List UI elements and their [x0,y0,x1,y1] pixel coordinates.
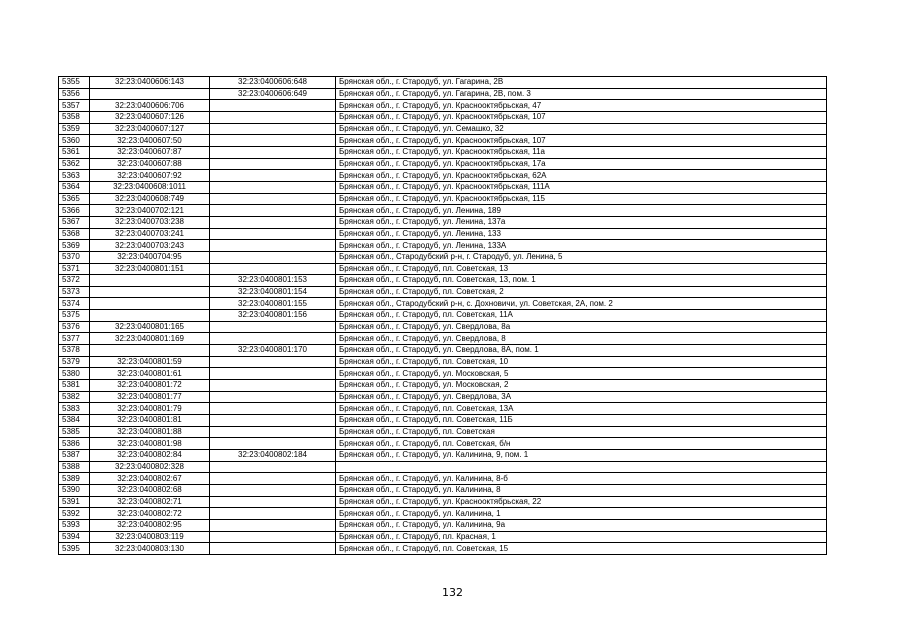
property-registry-table [58,76,827,555]
land-cadastral-number-cell: 32:23:0400608:1011 [90,181,210,193]
land-cadastral-number-cell [90,298,210,310]
table-row [59,368,827,380]
row-number-cell: 5355 [59,77,90,89]
address-cell: Брянская обл., г. Стародуб, ул. Краснооктябрьская, 17а [336,158,827,170]
land-cadastral-number-cell [90,286,210,298]
table-row [59,111,827,123]
object-cadastral-number-cell: 32:23:0400801:156 [210,310,336,322]
row-number-cell: 5393 [59,519,90,531]
land-cadastral-number-cell: 32:23:0400704:95 [90,251,210,263]
address-cell: Брянская обл., г. Стародуб, пл. Советская, 13, пом. 1 [336,275,827,287]
land-cadastral-number-cell [90,88,210,100]
address-cell [336,461,827,473]
object-cadastral-number-cell [210,170,336,182]
address-cell: Брянская обл., г. Стародуб, ул. Калинина, 1 [336,508,827,520]
table-row [59,426,827,438]
address-cell: Брянская обл., г. Стародуб, ул. Калинина, 8-б [336,473,827,485]
row-number-cell: 5389 [59,473,90,485]
object-cadastral-number-cell [210,333,336,345]
land-cadastral-number-cell: 32:23:0400802:84 [90,450,210,462]
table-row [59,228,827,240]
row-number-cell: 5381 [59,380,90,392]
object-cadastral-number-cell [210,368,336,380]
table-body [59,77,827,555]
address-cell: Брянская обл., г. Стародуб, пл. Советская, 15 [336,543,827,555]
land-cadastral-number-cell: 32:23:0400801:81 [90,415,210,427]
row-number-cell: 5363 [59,170,90,182]
row-number-cell: 5394 [59,531,90,543]
row-number-cell: 5357 [59,100,90,112]
row-number-cell: 5369 [59,240,90,252]
land-cadastral-number-cell: 32:23:0400802:67 [90,473,210,485]
land-cadastral-number-cell: 32:23:0400802:95 [90,519,210,531]
address-cell: Брянская обл., г. Стародуб, ул. Московская, 5 [336,368,827,380]
address-cell: Брянская обл., г. Стародуб, ул. Калинина, 8 [336,484,827,496]
row-number-cell: 5367 [59,216,90,228]
object-cadastral-number-cell [210,146,336,158]
land-cadastral-number-cell: 32:23:0400801:88 [90,426,210,438]
land-cadastral-number-cell: 32:23:0400802:72 [90,508,210,520]
address-cell: Брянская обл., г. Стародуб, ул. Гагарина, 2В [336,77,827,89]
address-cell: Брянская обл., г. Стародуб, ул. Краснооктябрьская, 107 [336,135,827,147]
address-cell: Брянская обл., г. Стародуб, ул. Гагарина, 2В, пом. 3 [336,88,827,100]
object-cadastral-number-cell: 32:23:0400802:184 [210,450,336,462]
land-cadastral-number-cell: 32:23:0400801:165 [90,321,210,333]
row-number-cell: 5360 [59,135,90,147]
table-row [59,240,827,252]
table-row [59,321,827,333]
object-cadastral-number-cell [210,193,336,205]
table-row [59,473,827,485]
table-row [59,88,827,100]
row-number-cell: 5382 [59,391,90,403]
object-cadastral-number-cell [210,473,336,485]
row-number-cell: 5395 [59,543,90,555]
land-cadastral-number-cell: 32:23:0400702:121 [90,205,210,217]
row-number-cell: 5392 [59,508,90,520]
address-cell: Брянская обл., г. Стародуб, пл. Советская, б/н [336,438,827,450]
row-number-cell: 5358 [59,111,90,123]
object-cadastral-number-cell [210,181,336,193]
table-row [59,380,827,392]
address-cell: Брянская обл., Стародубский р-н, с. Дохновичи, ул. Советская, 2А, пом. 2 [336,298,827,310]
address-cell: Брянская обл., г. Стародуб, пл. Советская, 11Б [336,415,827,427]
address-cell: Брянская обл., г. Стародуб, ул. Калинина, 9а [336,519,827,531]
object-cadastral-number-cell: 32:23:0400801:154 [210,286,336,298]
row-number-cell: 5384 [59,415,90,427]
object-cadastral-number-cell [210,531,336,543]
table-row [59,216,827,228]
object-cadastral-number-cell [210,228,336,240]
land-cadastral-number-cell: 32:23:0400607:87 [90,146,210,158]
address-cell: Брянская обл., г. Стародуб, ул. Краснооктябрьская, 47 [336,100,827,112]
land-cadastral-number-cell: 32:23:0400801:77 [90,391,210,403]
land-cadastral-number-cell: 32:23:0400801:61 [90,368,210,380]
row-number-cell: 5368 [59,228,90,240]
object-cadastral-number-cell [210,135,336,147]
address-cell: Брянская обл., г. Стародуб, ул. Краснооктябрьская, 22 [336,496,827,508]
land-cadastral-number-cell: 32:23:0400802:68 [90,484,210,496]
table-row [59,77,827,89]
object-cadastral-number-cell: 32:23:0400801:155 [210,298,336,310]
address-cell: Брянская обл., г. Стародуб, пл. Советская, 2 [336,286,827,298]
object-cadastral-number-cell [210,158,336,170]
object-cadastral-number-cell [210,391,336,403]
table-row [59,146,827,158]
object-cadastral-number-cell: 32:23:0400606:648 [210,77,336,89]
table-row [59,391,827,403]
row-number-cell: 5376 [59,321,90,333]
land-cadastral-number-cell: 32:23:0400607:127 [90,123,210,135]
land-cadastral-number-cell: 32:23:0400803:119 [90,531,210,543]
row-number-cell: 5374 [59,298,90,310]
address-cell: Брянская обл., г. Стародуб, ул. Ленина, 133А [336,240,827,252]
land-cadastral-number-cell: 32:23:0400802:71 [90,496,210,508]
row-number-cell: 5375 [59,310,90,322]
land-cadastral-number-cell: 32:23:0400606:706 [90,100,210,112]
row-number-cell: 5387 [59,450,90,462]
object-cadastral-number-cell [210,426,336,438]
row-number-cell: 5380 [59,368,90,380]
object-cadastral-number-cell [210,356,336,368]
land-cadastral-number-cell: 32:23:0400703:238 [90,216,210,228]
table-row [59,543,827,555]
address-cell: Брянская обл., Стародубский р-н, г. Стародуб, ул. Ленина, 5 [336,251,827,263]
object-cadastral-number-cell [210,461,336,473]
row-number-cell: 5366 [59,205,90,217]
table-row [59,298,827,310]
land-cadastral-number-cell: 32:23:0400606:143 [90,77,210,89]
address-cell: Брянская обл., г. Стародуб, пл. Красная, 1 [336,531,827,543]
land-cadastral-number-cell: 32:23:0400801:169 [90,333,210,345]
row-number-cell: 5383 [59,403,90,415]
row-number-cell: 5356 [59,88,90,100]
row-number-cell: 5388 [59,461,90,473]
table-row [59,484,827,496]
object-cadastral-number-cell [210,205,336,217]
table-row [59,345,827,357]
row-number-cell: 5361 [59,146,90,158]
object-cadastral-number-cell [210,240,336,252]
table-row [59,519,827,531]
land-cadastral-number-cell: 32:23:0400607:50 [90,135,210,147]
row-number-cell: 5379 [59,356,90,368]
table-row [59,275,827,287]
address-cell: Брянская обл., г. Стародуб, ул. Семашко, 32 [336,123,827,135]
table-row [59,415,827,427]
row-number-cell: 5377 [59,333,90,345]
table-row [59,403,827,415]
table-row [59,251,827,263]
land-cadastral-number-cell [90,275,210,287]
address-cell: Брянская обл., г. Стародуб, ул. Ленина, 189 [336,205,827,217]
table-row [59,333,827,345]
row-number-cell: 5372 [59,275,90,287]
row-number-cell: 5359 [59,123,90,135]
object-cadastral-number-cell [210,216,336,228]
row-number-cell: 5391 [59,496,90,508]
object-cadastral-number-cell [210,263,336,275]
land-cadastral-number-cell: 32:23:0400803:130 [90,543,210,555]
row-number-cell: 5385 [59,426,90,438]
address-cell: Брянская обл., г. Стародуб, ул. Московская, 2 [336,380,827,392]
row-number-cell: 5362 [59,158,90,170]
page-number: 132 [442,586,463,599]
object-cadastral-number-cell [210,123,336,135]
address-cell: Брянская обл., г. Стародуб, ул. Калинина, 9, пом. 1 [336,450,827,462]
land-cadastral-number-cell: 32:23:0400703:241 [90,228,210,240]
address-cell: Брянская обл., г. Стародуб, ул. Свердлова, 8а [336,321,827,333]
table-row [59,310,827,322]
land-cadastral-number-cell: 32:23:0400607:88 [90,158,210,170]
land-cadastral-number-cell: 32:23:0400801:98 [90,438,210,450]
land-cadastral-number-cell: 32:23:0400607:126 [90,111,210,123]
address-cell: Брянская обл., г. Стародуб, ул. Краснооктябрьская, 62А [336,170,827,182]
object-cadastral-number-cell [210,321,336,333]
object-cadastral-number-cell [210,100,336,112]
address-cell: Брянская обл., г. Стародуб, ул. Краснооктябрьская, 11а [336,146,827,158]
address-cell: Брянская обл., г. Стародуб, ул. Ленина, 137а [336,216,827,228]
object-cadastral-number-cell [210,543,336,555]
object-cadastral-number-cell [210,251,336,263]
object-cadastral-number-cell: 32:23:0400801:170 [210,345,336,357]
table-row [59,193,827,205]
table-row [59,135,827,147]
table-row [59,356,827,368]
object-cadastral-number-cell [210,508,336,520]
address-cell: Брянская обл., г. Стародуб, пл. Советская, 10 [336,356,827,368]
table-row [59,286,827,298]
table-row [59,158,827,170]
object-cadastral-number-cell [210,438,336,450]
row-number-cell: 5373 [59,286,90,298]
land-cadastral-number-cell [90,345,210,357]
row-number-cell: 5365 [59,193,90,205]
object-cadastral-number-cell [210,484,336,496]
table-row [59,461,827,473]
land-cadastral-number-cell: 32:23:0400802:328 [90,461,210,473]
land-cadastral-number-cell [90,310,210,322]
land-cadastral-number-cell: 32:23:0400801:151 [90,263,210,275]
row-number-cell: 5386 [59,438,90,450]
table-row [59,263,827,275]
row-number-cell: 5371 [59,263,90,275]
table-row [59,181,827,193]
row-number-cell: 5378 [59,345,90,357]
table-row [59,438,827,450]
address-cell: Брянская обл., г. Стародуб, ул. Свердлова, 3А [336,391,827,403]
land-cadastral-number-cell: 32:23:0400801:59 [90,356,210,368]
table-row [59,100,827,112]
row-number-cell: 5364 [59,181,90,193]
table-row [59,508,827,520]
address-cell: Брянская обл., г. Стародуб, ул. Краснооктябрьская, 115 [336,193,827,205]
address-cell: Брянская обл., г. Стародуб, ул. Краснооктябрьская, 107 [336,111,827,123]
table-row [59,170,827,182]
object-cadastral-number-cell: 32:23:0400606:649 [210,88,336,100]
table-row [59,496,827,508]
table-row [59,531,827,543]
object-cadastral-number-cell [210,380,336,392]
address-cell: Брянская обл., г. Стародуб, пл. Советская, 13А [336,403,827,415]
table-row [59,205,827,217]
address-cell: Брянская обл., г. Стародуб, пл. Советская, 13 [336,263,827,275]
land-cadastral-number-cell: 32:23:0400801:79 [90,403,210,415]
address-cell: Брянская обл., г. Стародуб, ул. Свердлова, 8 [336,333,827,345]
address-cell: Брянская обл., г. Стародуб, пл. Советская [336,426,827,438]
land-cadastral-number-cell: 32:23:0400801:72 [90,380,210,392]
object-cadastral-number-cell [210,403,336,415]
row-number-cell: 5390 [59,484,90,496]
address-cell: Брянская обл., г. Стародуб, пл. Советская, 11А [336,310,827,322]
object-cadastral-number-cell [210,111,336,123]
address-cell: Брянская обл., г. Стародуб, ул. Свердлова, 8А, пом. 1 [336,345,827,357]
object-cadastral-number-cell [210,496,336,508]
object-cadastral-number-cell: 32:23:0400801:153 [210,275,336,287]
object-cadastral-number-cell [210,415,336,427]
table-row [59,450,827,462]
table-row [59,123,827,135]
land-cadastral-number-cell: 32:23:0400607:92 [90,170,210,182]
address-cell: Брянская обл., г. Стародуб, ул. Ленина, 133 [336,228,827,240]
object-cadastral-number-cell [210,519,336,531]
row-number-cell: 5370 [59,251,90,263]
land-cadastral-number-cell: 32:23:0400608:749 [90,193,210,205]
address-cell: Брянская обл., г. Стародуб, ул. Краснооктябрьская, 111А [336,181,827,193]
land-cadastral-number-cell: 32:23:0400703:243 [90,240,210,252]
